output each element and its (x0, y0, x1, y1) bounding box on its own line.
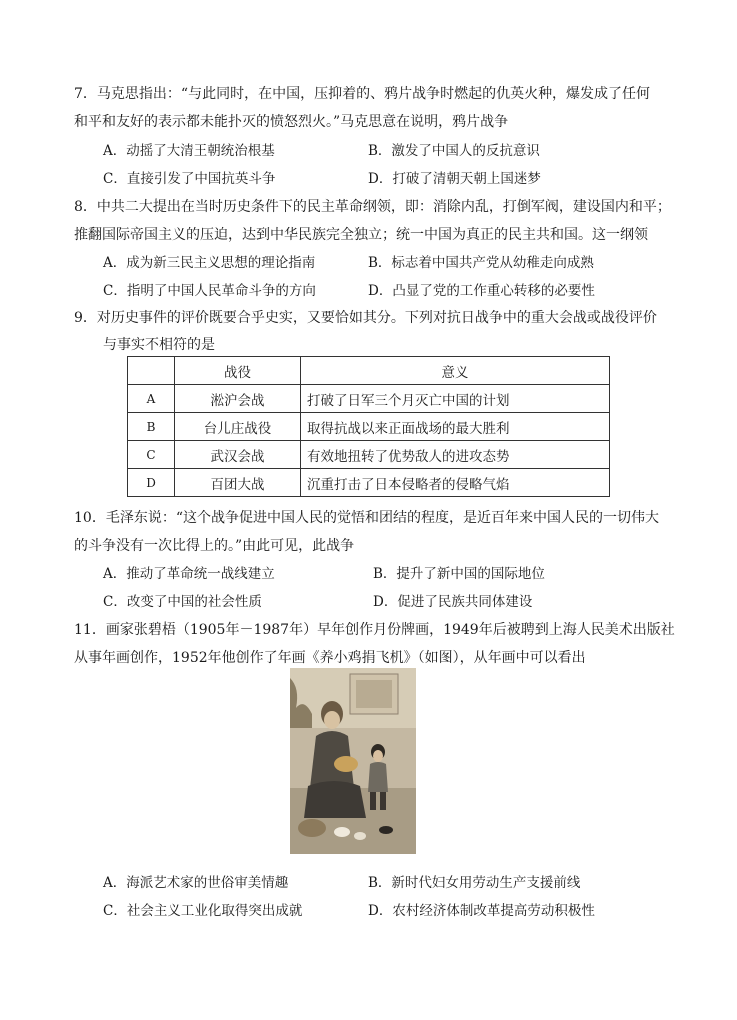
battle-evaluation-table (127, 356, 610, 497)
painting-illustration (290, 668, 416, 854)
q10-option-b[interactable]: B．提升了新中国的国际地位 (373, 566, 545, 582)
q11-option-d[interactable]: D．农村经济体制改革提高劳动积极性 (368, 903, 595, 919)
battle-name: 百团大战 (175, 469, 301, 497)
q8-option-c[interactable]: C．指明了中国人民革命斗争的方向 (103, 283, 316, 299)
q7-option-b[interactable]: B．激发了中国人的反抗意识 (368, 143, 540, 159)
q10-option-c[interactable]: C．改变了中国的社会性质 (103, 594, 262, 610)
q10-stem-line-2: 的斗争没有一次比得上的。”由此可见，此战争 (74, 538, 355, 554)
table-row (128, 469, 610, 497)
q7-option-c[interactable]: C．直接引发了中国抗英斗争 (103, 171, 276, 187)
q8-option-a[interactable]: A．成为新三民主义思想的理论指南 (103, 255, 316, 271)
battle-name: 武汉会战 (175, 441, 301, 469)
table-row (128, 413, 610, 441)
row-label: D (128, 469, 175, 497)
q7-stem-line-2: 和平和友好的表示都未能扑灭的愤怒烈火。”马克思意在说明，鸦片战争 (74, 114, 509, 130)
row-label: A (128, 385, 175, 413)
table-row (128, 385, 610, 413)
battle-meaning: 取得抗战以来正面战场的最大胜利 (301, 413, 610, 441)
battle-meaning: 打破了日军三个月灭亡中国的计划 (301, 385, 610, 413)
q11-option-c[interactable]: C．社会主义工业化取得突出成就 (103, 903, 303, 919)
table-header-meaning: 意义 (301, 357, 610, 385)
table-header-row (128, 357, 610, 385)
q9-stem-line-1: 9．对历史事件的评价既要合乎史实，又要恰如其分。下列对抗日战争中的重大会战或战役评价 (74, 310, 657, 326)
q10-option-d[interactable]: D．促进了民族共同体建设 (373, 594, 533, 610)
q7-option-a[interactable]: A．动摇了大清王朝统治根基 (103, 143, 275, 159)
battle-meaning: 沉重打击了日本侵略者的侵略气焰 (301, 469, 610, 497)
q10-stem-line-1: 10．毛泽东说：“这个战争促进中国人民的觉悟和团结的程度，是近百年来中国人民的一切伟大 (74, 510, 659, 526)
row-label: C (128, 441, 175, 469)
q11-option-b[interactable]: B．新时代妇女用劳动生产支援前线 (368, 875, 581, 891)
table-header-battle: 战役 (175, 357, 301, 385)
q8-stem-line-2: 推翻国际帝国主义的压迫，达到中华民族完全独立；统一中国为真正的民主共和国。这一纲领 (74, 227, 648, 243)
battle-meaning: 有效地扭转了优势敌人的进攻态势 (301, 441, 610, 469)
q10-option-a[interactable]: A．推动了革命统一战线建立 (103, 566, 275, 582)
table-row (128, 441, 610, 469)
q11-stem-line-1: 11．画家张碧梧（1905年－1987年）早年创作月份牌画，1949年后被聘到上海人民美术出版社 (74, 622, 675, 638)
q7-option-d[interactable]: D．打破了清朝天朝上国迷梦 (368, 171, 541, 187)
q11-stem-line-2: 从事年画创作，1952年他创作了年画《养小鸡捐飞机》（如图），从年画中可以看出 (74, 650, 586, 666)
q8-stem-line-1: 8．中共二大提出在当时历史条件下的民主革命纲领，即：消除内乱，打倒军阀，建设国内和平； (74, 199, 671, 215)
battle-name: 淞沪会战 (175, 385, 301, 413)
q11-option-a[interactable]: A．海派艺术家的世俗审美情趣 (103, 875, 289, 891)
q8-option-b[interactable]: B．标志着中国共产党从幼稚走向成熟 (368, 255, 594, 271)
battle-name: 台儿庄战役 (175, 413, 301, 441)
q7-stem-line-1: 7．马克思指出：“与此同时，在中国，压抑着的、鸦片战争时燃起的仇英火种，爆发成了任何 (74, 86, 651, 102)
new-year-painting-image (290, 668, 416, 854)
row-label: B (128, 413, 175, 441)
table-header-label (128, 357, 175, 385)
q8-option-d[interactable]: D．凸显了党的工作重心转移的必要性 (368, 283, 595, 299)
q9-stem-line-2: 与事实不相符的是 (103, 337, 215, 353)
